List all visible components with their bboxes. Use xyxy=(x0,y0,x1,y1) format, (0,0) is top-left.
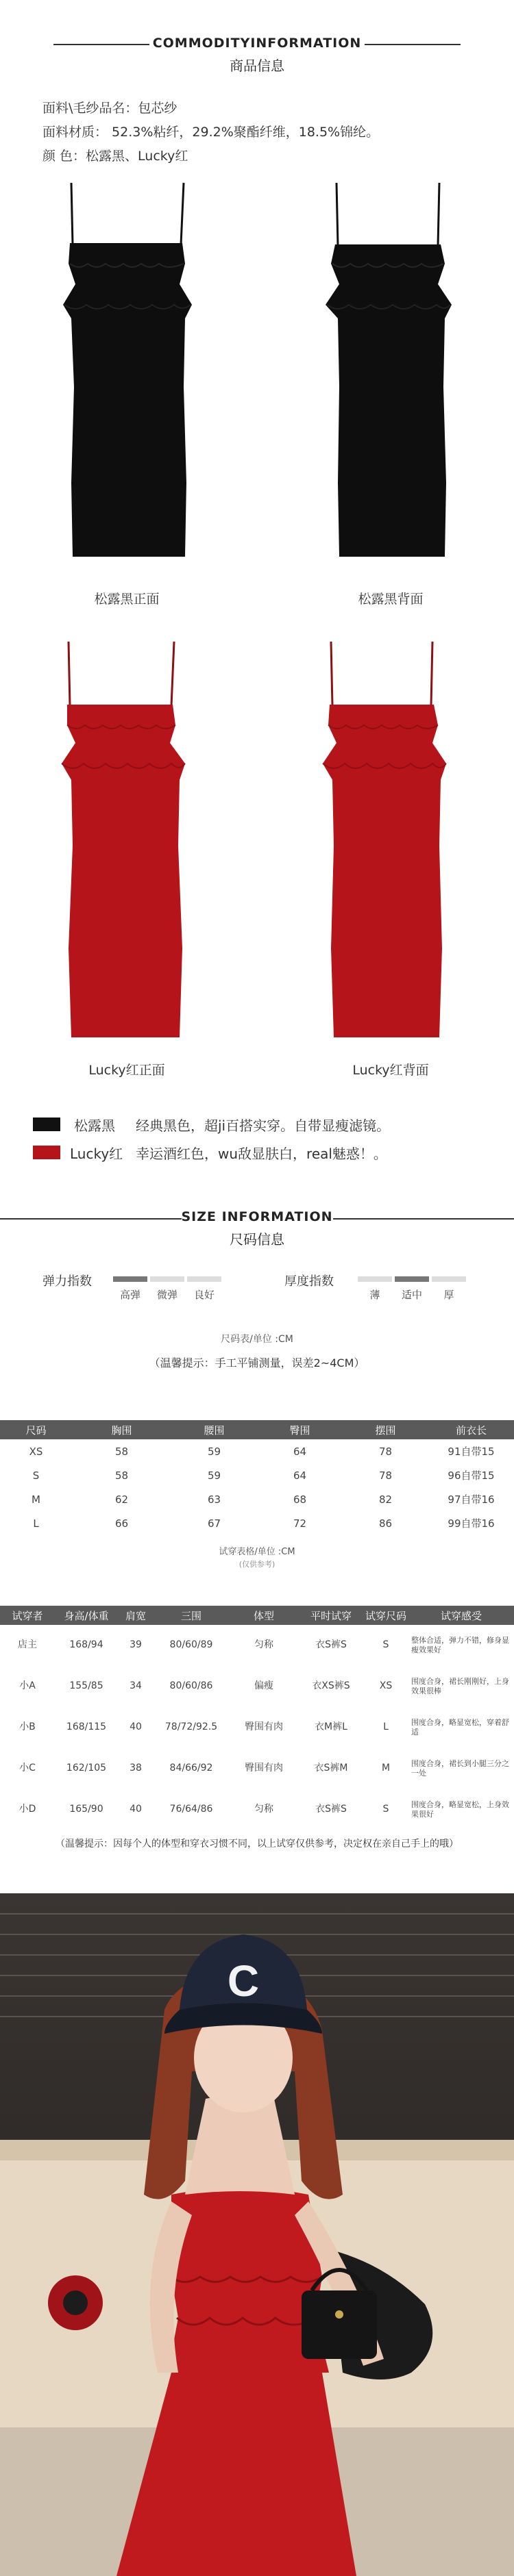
table-cell: XS xyxy=(379,1680,393,1692)
size-section-title xyxy=(0,1209,514,1248)
table-cell: 58 xyxy=(114,1469,129,1482)
table-cell-feedback: 围度合身，裙长刚刚好，上身效果很棒 xyxy=(411,1676,509,1695)
table-cell: 34 xyxy=(130,1680,142,1692)
table-cell: 78 xyxy=(378,1445,393,1458)
table-row xyxy=(0,1625,514,1666)
table-cell: 63 xyxy=(207,1493,221,1506)
table-cell: 97自带16 xyxy=(448,1493,495,1506)
size-title-en: SIZE INFORMATION xyxy=(181,1209,333,1224)
photo-caption-red-front: Lucky红正面 xyxy=(88,1063,165,1078)
table-cell: 80/60/86 xyxy=(169,1680,213,1692)
table-cell: L xyxy=(383,1721,389,1733)
table-cell: 58 xyxy=(114,1445,129,1458)
table-cell: 店主 xyxy=(18,1639,37,1651)
swatch-black xyxy=(33,1117,60,1131)
try-unit-note: 试穿表格/单位 :CM xyxy=(219,1547,295,1557)
table-cell: 165/90 xyxy=(69,1804,103,1815)
table-cell: 86 xyxy=(378,1517,393,1530)
table-cell: 衣S裤S xyxy=(315,1639,347,1651)
table-cell: 72 xyxy=(293,1517,307,1530)
table-cell: S xyxy=(382,1639,389,1651)
table-cell: 40 xyxy=(130,1721,142,1733)
size-col-bust: 胸围 xyxy=(72,1420,171,1439)
thickness-label: 厚度指数 xyxy=(284,1274,334,1289)
thickness-bar-1 xyxy=(358,1276,392,1282)
size-col-size: 尺码 xyxy=(0,1420,72,1439)
table-cell: M xyxy=(32,1493,40,1506)
color-desc-black: 经典黑色，超ji百搭实穿。自带显瘦滤镜。 xyxy=(136,1117,391,1134)
table-row xyxy=(0,1666,514,1707)
table-cell: 84/66/92 xyxy=(169,1763,213,1774)
elasticity-bar-2 xyxy=(150,1276,184,1282)
color-line: 颜 色：松露黑、Lucky红 xyxy=(42,149,188,164)
table-cell: 66 xyxy=(114,1517,129,1530)
try-unit-sub: (仅供参考) xyxy=(238,1560,276,1569)
size-warm-tip: （温馨提示：手工平铺测量，误差2~4CM） xyxy=(149,1356,365,1369)
size-col-waist: 腰围 xyxy=(171,1420,257,1439)
table-cell: 82 xyxy=(378,1493,393,1506)
try-col-body-type: 体型 xyxy=(229,1606,299,1625)
commodity-title-en: COMMODITYINFORMATION xyxy=(152,36,362,51)
try-table-header xyxy=(0,1606,514,1625)
elasticity-option-good: 良好 xyxy=(193,1289,215,1301)
size-title-cn: 尺码信息 xyxy=(230,1231,284,1248)
size-unit-note: 尺码表/单位 :CM xyxy=(221,1334,293,1345)
commodity-section-title xyxy=(0,36,514,75)
color-name-black: 松露黑 xyxy=(74,1117,115,1134)
fabric-material-line: 面料材质： 52.3%粘纤，29.2%聚酯纤维，18.5%锦纶。 xyxy=(42,125,380,140)
thickness-bar-2 xyxy=(395,1276,429,1282)
table-cell: 62 xyxy=(114,1493,129,1506)
swatch-red xyxy=(33,1146,60,1159)
table-cell: 衣S裤S xyxy=(315,1804,347,1815)
table-row xyxy=(0,1707,514,1748)
try-warm-tip: （温馨提示：因每个人的体型和穿衣习惯不同，以上试穿仅供参考，决定权在亲自己手上的哦） xyxy=(56,1839,458,1849)
table-cell: 59 xyxy=(207,1445,221,1458)
model-photo xyxy=(0,1893,514,2576)
product-photo-red-front xyxy=(48,640,206,1044)
commodity-title-cn: 商品信息 xyxy=(230,58,284,74)
table-cell: 64 xyxy=(293,1469,307,1482)
table-cell: 38 xyxy=(130,1763,142,1774)
table-cell: 臀围有肉 xyxy=(245,1721,283,1733)
table-cell: 168/94 xyxy=(69,1639,103,1651)
product-photo-black-back xyxy=(312,181,469,568)
table-cell: 40 xyxy=(130,1804,142,1815)
table-row xyxy=(0,1748,514,1789)
table-cell: 臀围有肉 xyxy=(245,1763,283,1774)
size-col-hip: 臀围 xyxy=(257,1420,343,1439)
product-photo-black-front xyxy=(48,181,206,568)
size-col-hem: 摆围 xyxy=(343,1420,428,1439)
table-cell: 78 xyxy=(378,1469,393,1482)
table-cell-feedback: 围度合身，裙长到小腿三分之一处 xyxy=(411,1758,509,1778)
elasticity-label: 弹力指数 xyxy=(42,1274,92,1289)
thickness-option-thick: 厚 xyxy=(443,1289,454,1301)
try-col-shoulder: 肩宽 xyxy=(118,1606,154,1625)
table-cell: 衣M裤L xyxy=(315,1721,347,1733)
table-cell: 匀称 xyxy=(254,1804,273,1815)
try-on-table xyxy=(0,1606,514,1830)
table-cell: 衣XS裤S xyxy=(312,1680,350,1692)
table-cell: 衣S裤M xyxy=(314,1763,348,1774)
photo-caption-black-back: 松露黑背面 xyxy=(358,592,424,607)
table-cell: S xyxy=(382,1804,389,1815)
try-col-usual-size: 平时试穿 xyxy=(299,1606,363,1625)
table-cell: 小D xyxy=(19,1804,36,1815)
table-cell: 68 xyxy=(293,1493,307,1506)
table-cell: 偏瘦 xyxy=(254,1680,273,1692)
try-col-tried-size: 试穿尺码 xyxy=(363,1606,408,1625)
table-cell: 168/115 xyxy=(66,1721,107,1733)
cap-logo-letter: C xyxy=(227,1956,260,2006)
table-cell: M xyxy=(381,1763,391,1774)
table-row xyxy=(0,1487,514,1511)
elasticity-option-low: 微弹 xyxy=(156,1289,178,1301)
table-cell: 小C xyxy=(19,1763,36,1774)
try-col-tester: 试穿者 xyxy=(0,1606,55,1625)
table-cell: 162/105 xyxy=(66,1763,107,1774)
fabric-name-line: 面料\毛纱品名：包芯纱 xyxy=(42,101,178,116)
table-cell: 78/72/92.5 xyxy=(164,1721,218,1733)
thickness-option-thin: 薄 xyxy=(369,1289,380,1301)
photo-caption-red-back: Lucky红背面 xyxy=(352,1063,429,1078)
thickness-bar-3 xyxy=(432,1276,466,1282)
size-table-header xyxy=(0,1420,514,1439)
table-cell: 59 xyxy=(207,1469,221,1482)
try-col-feedback: 试穿感受 xyxy=(408,1606,514,1625)
table-cell: 80/60/89 xyxy=(169,1639,213,1651)
table-cell: 64 xyxy=(293,1445,307,1458)
table-cell: 67 xyxy=(207,1517,221,1530)
elasticity-option-high: 高弹 xyxy=(119,1289,140,1301)
size-table xyxy=(0,1420,514,1535)
table-cell: 91自带15 xyxy=(448,1445,495,1458)
table-cell: 155/85 xyxy=(69,1680,103,1692)
thickness-option-medium: 适中 xyxy=(401,1289,422,1301)
table-cell: 小A xyxy=(19,1680,36,1692)
table-cell-feedback: 整体合适，弹力不错，修身显瘦效果好 xyxy=(411,1635,509,1654)
table-row xyxy=(0,1789,514,1830)
table-cell-feedback: 围度合身，略显宽松，穿着舒适 xyxy=(411,1717,509,1737)
table-cell: L xyxy=(33,1517,39,1530)
elasticity-bar-1 xyxy=(113,1276,147,1282)
table-cell: XS xyxy=(29,1445,43,1458)
size-col-length: 前衣长 xyxy=(428,1420,514,1439)
table-cell: S xyxy=(32,1469,40,1482)
try-col-height-weight: 身高/体重 xyxy=(55,1606,118,1625)
color-desc-red: 幸运酒红色，wu敌显肤白，real魅惑！。 xyxy=(136,1146,387,1162)
table-cell: 匀称 xyxy=(254,1639,273,1651)
table-cell: 96自带15 xyxy=(448,1469,495,1482)
elasticity-bar-3 xyxy=(187,1276,221,1282)
table-cell: 39 xyxy=(130,1639,142,1651)
color-name-red: Lucky红 xyxy=(70,1146,123,1162)
table-cell-feedback: 围度合身，略显宽松，上身效果很好 xyxy=(411,1800,509,1819)
table-cell: 76/64/86 xyxy=(169,1804,213,1815)
try-col-measurements: 三围 xyxy=(154,1606,229,1625)
photo-caption-black-front: 松露黑正面 xyxy=(94,592,160,607)
table-row xyxy=(0,1463,514,1487)
table-cell: 小B xyxy=(19,1721,36,1733)
table-row xyxy=(0,1439,514,1463)
product-photo-red-back xyxy=(312,640,469,1044)
table-cell: 99自带16 xyxy=(448,1517,495,1530)
table-row xyxy=(0,1511,514,1535)
